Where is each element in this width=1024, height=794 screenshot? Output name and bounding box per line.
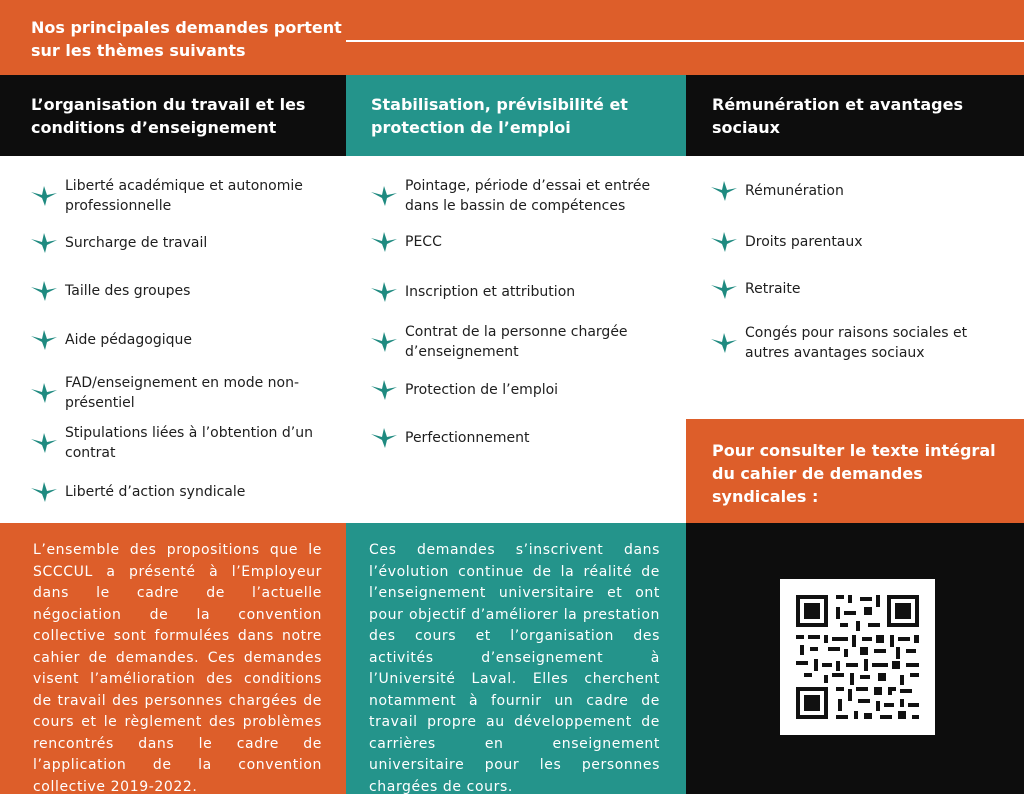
list-item-label: Contrat de la personne chargée d’enseignement bbox=[405, 324, 628, 360]
list-item bbox=[370, 176, 680, 216]
column-heading-organisation: L’organisation du travail et les conditions d’enseignement bbox=[0, 75, 346, 156]
list-item-label: FAD/enseignement en mode non-présentiel bbox=[65, 375, 300, 411]
list-item-label: Taille des groupes bbox=[65, 283, 191, 299]
header-band bbox=[0, 0, 1024, 75]
list-item bbox=[30, 373, 330, 413]
list-item bbox=[710, 180, 1000, 202]
intro-paragraph: L’ensemble des propositions que le SCCCUL a présenté à l’Employeur dans le cadre de l’actuelle négociation de la convention collective sont formulées dans notre cahier de demandes. Ces demandes visent l’amélioration des conditions de travail des personnes chargées de cours et le règlement des problèmes rencontrés dans le cadre de l’application de la convention collective 2019-2022. bbox=[33, 542, 322, 794]
list-item-label: Droits parentaux bbox=[745, 234, 863, 250]
bird-icon bbox=[710, 180, 738, 202]
list-item-label: Congés pour raisons sociales et autres avantages sociaux bbox=[745, 325, 968, 361]
list-item bbox=[370, 427, 680, 449]
list-item-label: Rémunération bbox=[745, 183, 844, 199]
list-item bbox=[30, 176, 330, 216]
list-item bbox=[710, 278, 1000, 300]
bird-icon bbox=[30, 481, 58, 503]
bird-icon bbox=[710, 278, 738, 300]
list-item bbox=[30, 232, 330, 254]
bottom-panel-left bbox=[0, 523, 346, 794]
bird-icon bbox=[370, 231, 398, 253]
list-item bbox=[30, 329, 330, 351]
column-heading-remuneration: Rémunération et avantages sociaux bbox=[686, 75, 1024, 156]
page-title: Nos principales demandes portent sur les thèmes suivants bbox=[31, 18, 342, 60]
list-item-label: Inscription et attribution bbox=[405, 284, 576, 300]
bird-icon bbox=[30, 185, 58, 207]
list-item bbox=[30, 280, 330, 302]
list-item bbox=[30, 423, 330, 463]
list-item-label: Liberté académique et autonomie professionnelle bbox=[65, 178, 303, 214]
list-item bbox=[370, 322, 680, 362]
bird-icon bbox=[30, 329, 58, 351]
list-item bbox=[370, 231, 680, 253]
list-item-label: Liberté d’action syndicale bbox=[65, 484, 246, 500]
bird-icon bbox=[370, 185, 398, 207]
list-item bbox=[370, 379, 680, 401]
bird-icon bbox=[370, 379, 398, 401]
bottom-panel-right bbox=[686, 523, 1024, 794]
bird-icon bbox=[370, 427, 398, 449]
qr-code[interactable] bbox=[780, 579, 935, 735]
list-item bbox=[370, 281, 680, 303]
list-item-label: Pointage, période d’essai et entrée dans le bassin de compétences bbox=[405, 178, 651, 214]
list-item-label: Surcharge de travail bbox=[65, 235, 208, 251]
objective-paragraph: Ces demandes s’inscrivent dans l’évolution continue de la réalité de l’enseignement universitaire et ont pour objectif d’améliorer la prestation des cours et l’organisation des activités d’enseignement à l’Université Laval. Elles cherchent notamment à fournir un cadre de travail propre au développement de carrières en enseignement universitaire pour les personnes chargées de cours. bbox=[369, 542, 660, 794]
list-item-label: PECC bbox=[405, 234, 442, 250]
bird-icon bbox=[30, 432, 58, 454]
list-item-label: Perfectionnement bbox=[405, 430, 530, 446]
bird-icon bbox=[370, 331, 398, 353]
header-divider bbox=[346, 40, 1024, 42]
bird-icon bbox=[30, 382, 58, 404]
list-item-label: Protection de l’emploi bbox=[405, 382, 559, 398]
qr-code-graphic bbox=[780, 579, 935, 735]
bottom-panel-middle bbox=[346, 523, 686, 794]
column-heading-stabilisation: Stabilisation, prévisibilité et protection de l’emploi bbox=[346, 75, 686, 156]
list-item-label: Aide pédagogique bbox=[65, 332, 192, 348]
list-item bbox=[710, 323, 1000, 363]
consult-box: Pour consulter le texte intégral du cahier de demandes syndicales : bbox=[686, 419, 1024, 523]
bird-icon bbox=[710, 332, 738, 354]
list-item bbox=[710, 231, 1000, 253]
list-item-label: Stipulations liées à l’obtention d’un contrat bbox=[65, 425, 313, 461]
list-item-label: Retraite bbox=[745, 281, 801, 297]
bird-icon bbox=[370, 281, 398, 303]
bird-icon bbox=[30, 232, 58, 254]
list-item bbox=[30, 481, 330, 503]
bird-icon bbox=[710, 231, 738, 253]
bird-icon bbox=[30, 280, 58, 302]
